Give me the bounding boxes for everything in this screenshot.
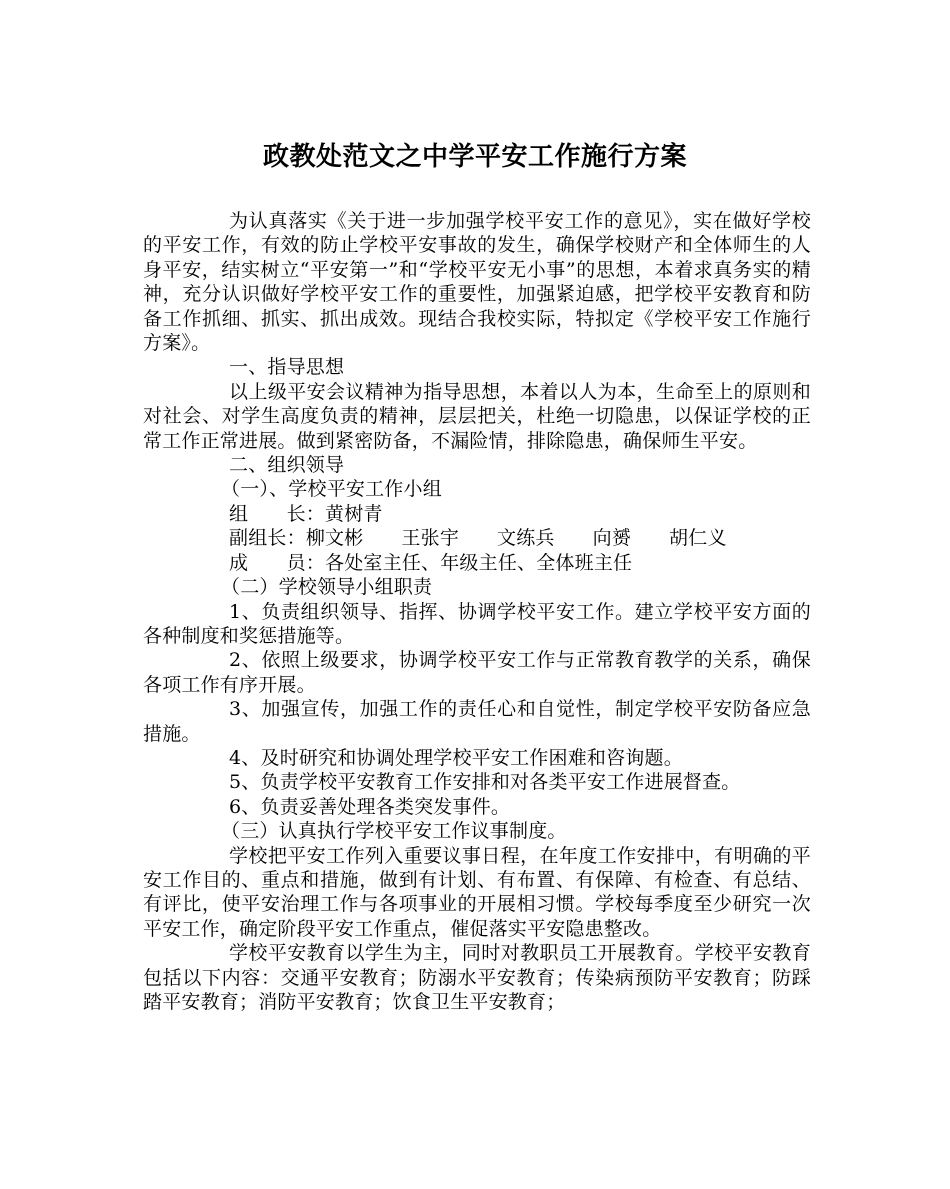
duty-item: 5、负责学校平安教育工作安排和对各类平安工作进展督查。 (229, 771, 741, 794)
deputy-name: 柳文彬 (305, 527, 364, 550)
group-leader-name: 黄树青 (325, 502, 383, 525)
section-heading-guiding-thought: 一、指导思想 (229, 356, 345, 379)
guiding-thought-paragraph: 以上级平安会议精神为指导思想，本着以人为本，生命至上的原则和对社会、对学生高度负责的精神，层层把关，杜绝一切隐患，以保证学校的正常工作正常进展。做到紧密防备，不漏险情，排除隐患，确保师生平安。 (143, 380, 811, 452)
group-leader-label: 组 长： (229, 502, 326, 525)
deputy-name: 胡仁义 (669, 527, 727, 550)
deputy-name: 王张宇 (401, 527, 460, 550)
duty-item: 1、负责组织领导、指挥、协调学校平安工作。建立学校平安方面的各种制度和奖惩措施等。 (143, 600, 811, 647)
subsection-heading-meeting-system: （三）认真执行学校平安工作议事制度。 (221, 820, 567, 843)
group-leader-line (143, 502, 811, 526)
document-title: 政教处范文之中学平安工作施行方案 (262, 142, 687, 172)
duty-item: 6、负责妥善处理各类突发事件。 (229, 795, 511, 818)
duty-item: 3、加强宣传，加强工作的责任心和自觉性，制定学校平安防备应急措施。 (143, 698, 811, 745)
members-label: 成 员： (229, 551, 326, 574)
deputy-name: 向赟 (592, 527, 632, 550)
section-heading-organization: 二、组织领导 (229, 454, 345, 477)
subsection-heading-group-duties: （二）学校领导小组职责 (221, 576, 433, 599)
meeting-system-paragraph: 学校把平安工作列入重要议事日程，在年度工作安排中，有明确的平安工作目的、重点和措施，做到有计划、有布置、有保障、有检查、有总结、有评比，使平安治理工作与各项事业的开展相习惯。学校每季度至少研究一次平安工作，确定阶段平安工作重点，催促落实平安隐患整改。 (143, 844, 811, 940)
deputy-label: 副组长： (229, 527, 306, 550)
deputy-leaders-line (143, 526, 811, 550)
subsection-heading-safety-group: （一）、学校平安工作小组 (221, 478, 442, 501)
duty-item: 2、依照上级要求，协调学校平安工作与正常教育教学的关系，确保各项工作有序开展。 (143, 649, 811, 696)
members-line (143, 551, 811, 575)
safety-education-paragraph: 学校平安教育以学生为主，同时对教职员工开展教育。学校平安教育包括以下内容：交通平安教育；防溺水平安教育；传染病预防平安教育；防踩踏平安教育；消防平安教育；饮食卫生平安教育； (143, 942, 811, 1013)
intro-paragraph: 为认真落实《关于进一步加强学校平安工作的意见》，实在做好学校的平安工作，有效的防止学校平安事故的发生，确保学校财产和全体师生的人身平安，结实树立“平安第一”和“学校平安无小事”的思想，本着求真务实的精神，充分认识做好学校平安工作的重要性，加强紧迫感，把学校平安教育和防备工作抓细、抓实、抓出成效。现结合我校实际，特拟定《学校平安工作施行方案》。 (143, 210, 811, 355)
duty-item: 4、及时研究和协调处理学校平安工作困难和咨询题。 (229, 746, 683, 769)
document-body (143, 209, 811, 1014)
deputy-name: 文练兵 (497, 527, 555, 550)
members-value: 各处室主任、年级主任、全体班主任 (325, 551, 633, 574)
